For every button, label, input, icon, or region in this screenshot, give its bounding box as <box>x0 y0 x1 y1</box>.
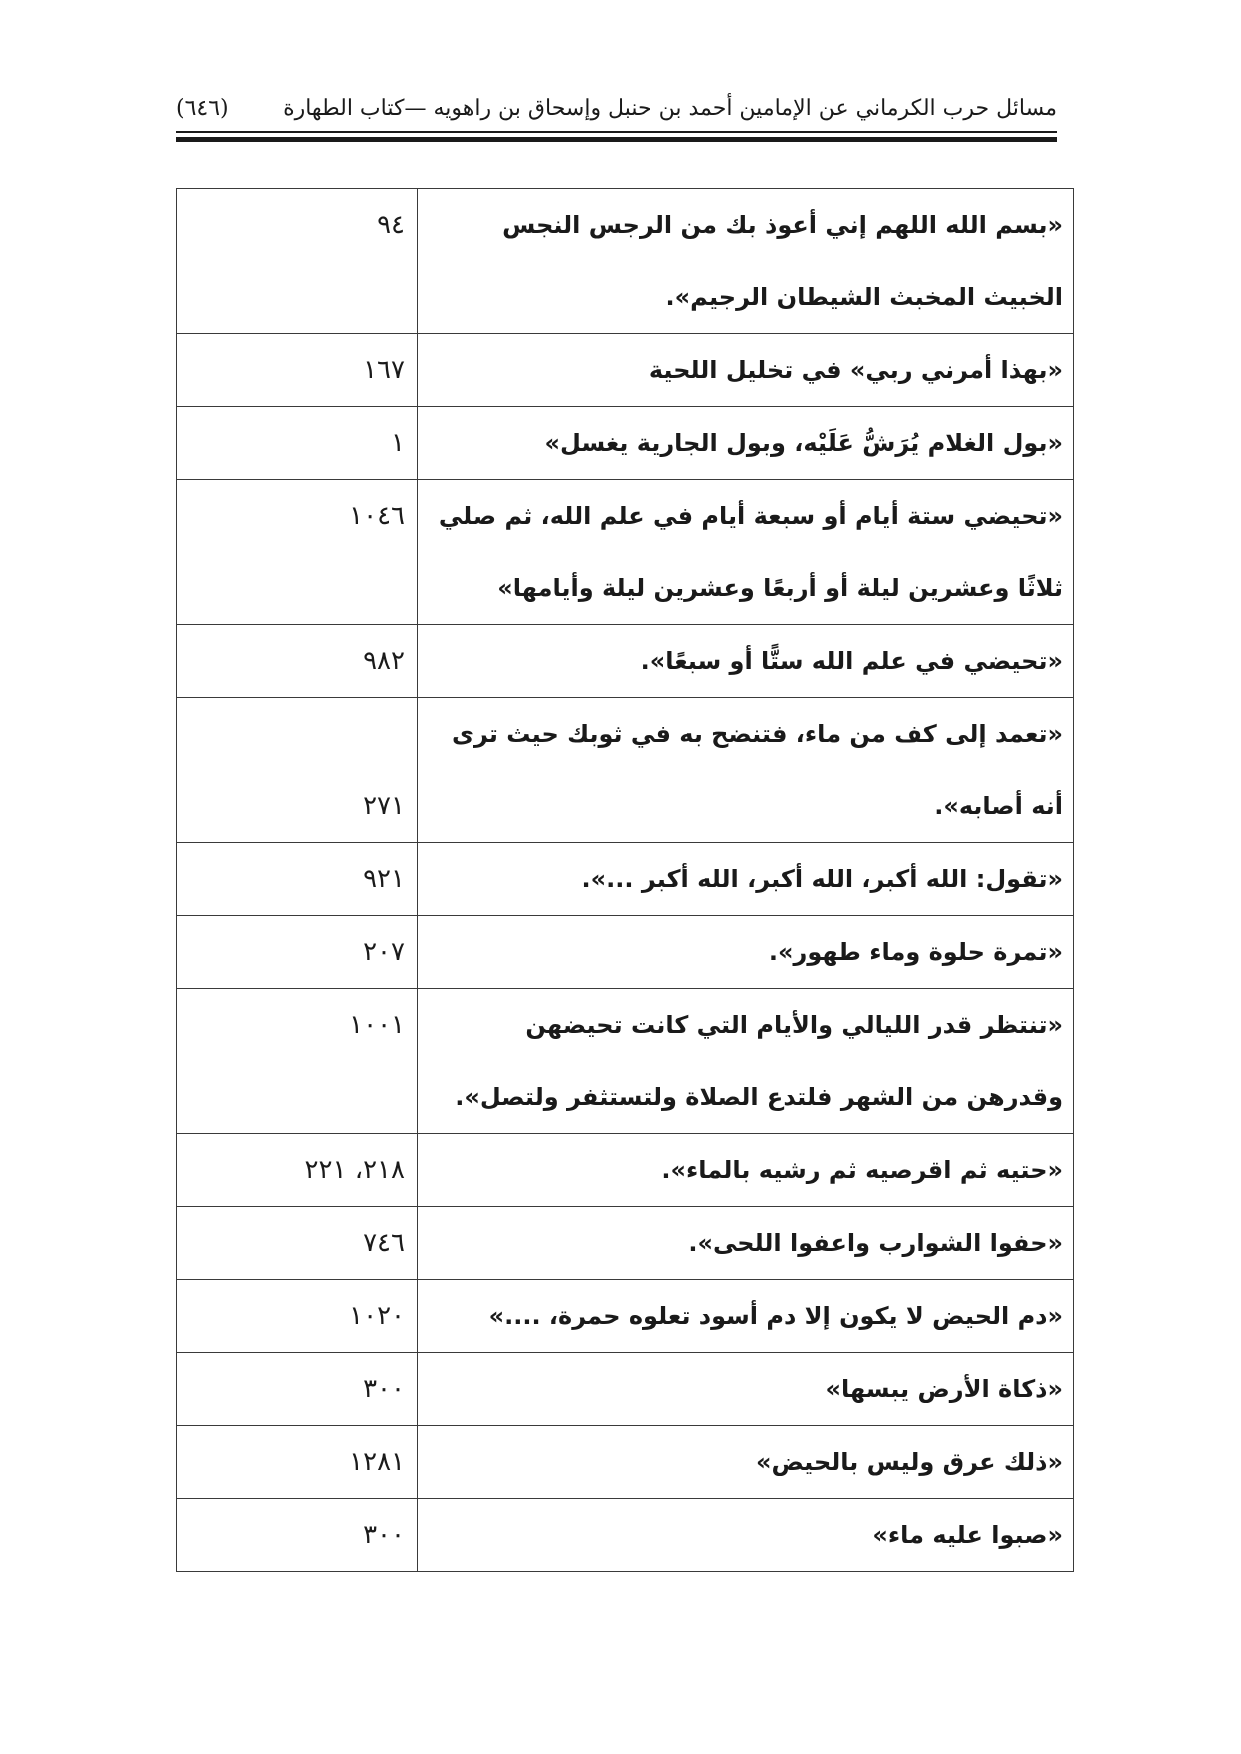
page-reference: ١ <box>391 428 405 458</box>
hadith-text: «تقول: الله أكبر، الله أكبر، الله أكبر ...». <box>581 865 1063 893</box>
page-reference: ٢٧١ <box>363 791 405 821</box>
hadith-text: «دم الحيض لا يكون إلا دم أسود تعلوه حمرة، ....» <box>488 1302 1063 1330</box>
page-reference: ١٢٨١ <box>349 1447 405 1477</box>
table-row <box>177 189 1074 334</box>
page-reference: ٣٠٠ <box>363 1520 405 1550</box>
page-reference: ٩٤ <box>377 210 405 240</box>
header-rule <box>176 131 1057 142</box>
page-reference: ٧٤٦ <box>363 1228 405 1258</box>
hadith-index-table <box>176 188 1074 1572</box>
table-row <box>177 843 1074 916</box>
header-title: مسائل حرب الكرماني عن الإمامين أحمد بن حنبل وإسحاق بن راهويه —كتاب الطهارة <box>283 95 1057 121</box>
table-row <box>177 625 1074 698</box>
page-reference: ١٠٠١ <box>349 1010 405 1040</box>
page-reference: ٢١٨، ٢٢١ <box>304 1155 405 1185</box>
hadith-text: «حتيه ثم اقرصيه ثم رشيه بالماء». <box>661 1156 1063 1184</box>
table-row <box>177 334 1074 407</box>
table-row <box>177 407 1074 480</box>
table-row <box>177 480 1074 625</box>
page-reference: ٩٨٢ <box>363 646 405 676</box>
table-row <box>177 1207 1074 1280</box>
hadith-text: «تحيضي في علم الله ستًّا أو سبعًا». <box>640 647 1063 675</box>
running-header <box>176 88 1057 128</box>
hadith-text: «ذكاة الأرض يبسها» <box>825 1375 1063 1403</box>
table-row <box>177 1280 1074 1353</box>
table-row <box>177 916 1074 989</box>
table-row <box>177 698 1074 843</box>
hadith-text: «بسم الله اللهم إني أعوذ بك من الرجس النجس الخبيث المخبث الشيطان الرجيم». <box>502 211 1063 311</box>
table-row <box>177 1134 1074 1207</box>
page-reference: ١٠٢٠ <box>349 1301 405 1331</box>
page-reference: ٢٠٧ <box>363 937 405 967</box>
hadith-text: «ذلك عرق وليس بالحيض» <box>755 1448 1063 1476</box>
table-row <box>177 1353 1074 1426</box>
hadith-text: «تنتظر قدر الليالي والأيام التي كانت تحيضهن وقدرهن من الشهر فلتدع الصلاة ولتستثفر ولتصل». <box>455 1011 1063 1111</box>
hadith-text: «تمرة حلوة وماء طهور». <box>768 938 1063 966</box>
hadith-text: «تعمد إلى كف من ماء، فتنضح به في ثوبك حيث ترى أنه أصابه». <box>451 720 1063 820</box>
page-number: (٦٤٦) <box>176 95 229 121</box>
hadith-text: «صبوا عليه ماء» <box>872 1521 1063 1549</box>
table-row <box>177 1499 1074 1572</box>
hadith-text: «حفوا الشوارب واعفوا اللحى». <box>688 1229 1063 1257</box>
table-row <box>177 1426 1074 1499</box>
page-reference: ٩٢١ <box>363 864 405 894</box>
hadith-text: «بول الغلام يُرَشُّ عَلَيْه، وبول الجارية يغسل» <box>544 429 1063 457</box>
hadith-text: «تحيضي ستة أيام أو سبعة أيام في علم الله، ثم صلي ثلاثًا وعشرين ليلة أو أربعًا وعشرين ليلة وأيامها» <box>438 502 1063 602</box>
page-reference: ١٦٧ <box>363 355 405 385</box>
hadith-text: «بهذا أمرني ربي» في تخليل اللحية <box>648 356 1063 384</box>
page-reference: ٣٠٠ <box>363 1374 405 1404</box>
table-row <box>177 989 1074 1134</box>
page-reference: ١٠٤٦ <box>349 501 405 531</box>
